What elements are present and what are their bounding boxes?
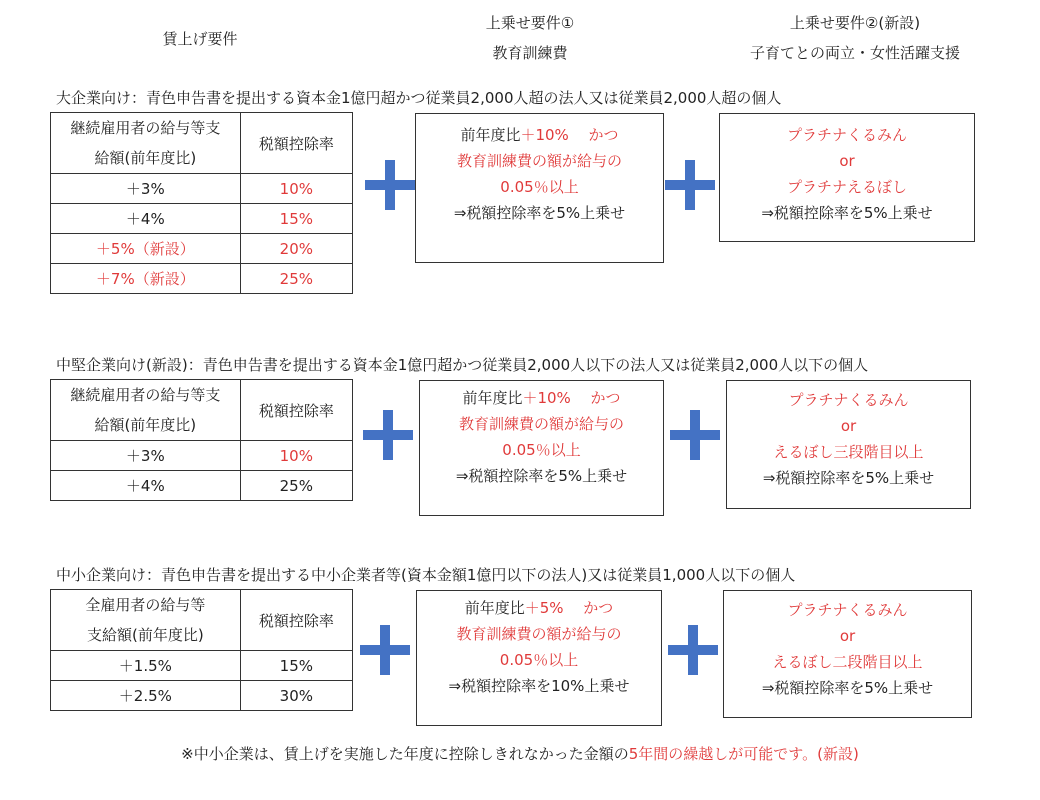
increase-cell: ＋3% xyxy=(51,174,241,204)
table-row xyxy=(51,471,353,501)
table-header-increase: 継続雇用者の給与等支 給額(前年度比) xyxy=(51,113,241,174)
plus-icon xyxy=(665,160,715,210)
box-line: 0.05％以上 xyxy=(502,441,581,459)
plus-icon xyxy=(668,625,718,675)
rate-cell: 30% xyxy=(240,681,352,711)
rate-cell: 10% xyxy=(240,174,352,204)
table-row xyxy=(51,204,353,234)
section-mid-rate-table xyxy=(50,379,353,501)
box-line: 前年度比＋5% かつ xyxy=(464,599,614,617)
box-line: ⇒税額控除率を5%上乗せ xyxy=(762,469,935,487)
table-row xyxy=(51,441,353,471)
table-row xyxy=(51,234,353,264)
section-small-title: 中小企業向け：青色申告書を提出する中小企業者等(資本金額1億円以下の法人)又は従業員1,000人以下の個人 xyxy=(56,566,796,584)
header-add2 xyxy=(720,8,990,68)
header-add1 xyxy=(440,8,620,68)
box-line: 前年度比＋10% かつ xyxy=(462,389,621,407)
box-line: 教育訓練費の額が給与の xyxy=(456,152,622,170)
header-add1-line1: 上乗せ要件① xyxy=(485,14,575,32)
table-header-row xyxy=(51,380,353,441)
box-line: 教育訓練費の額が給与の xyxy=(456,625,622,643)
box-line: or xyxy=(840,417,857,435)
box-line: プラチナくるみん xyxy=(787,601,908,619)
box-line: ⇒税額控除率を5%上乗せ xyxy=(761,204,933,222)
section-mid-childcare-box xyxy=(726,380,971,509)
footer-highlight: 5年間の繰越しが可能です。(新設) xyxy=(628,745,859,763)
section-large-childcare-box xyxy=(719,113,975,242)
header-wage: 賃上げ要件 xyxy=(162,30,238,48)
increase-cell: ＋3% xyxy=(51,441,241,471)
box-line: ⇒税額控除率を10%上乗せ xyxy=(448,677,630,695)
rate-cell: 20% xyxy=(240,234,352,264)
section-mid-title: 中堅企業向け(新設)：青色申告書を提出する資本金1億円超かつ従業員2,000人以下の法人又は従業員2,000人以下の個人 xyxy=(56,356,869,374)
box-line: 前年度比＋10% かつ xyxy=(460,126,619,144)
plus-icon xyxy=(363,410,413,460)
rate-cell: 25% xyxy=(240,471,352,501)
box-line: 0.05％以上 xyxy=(499,651,579,669)
box-line: 0.05％以上 xyxy=(500,178,579,196)
header-add2-line2: 子育てとの両立・女性活躍支援 xyxy=(749,44,960,62)
increase-cell: ＋2.5% xyxy=(51,681,241,711)
box-line: 教育訓練費の額が給与の xyxy=(458,415,624,433)
section-small-education-box xyxy=(416,590,662,726)
box-line: ⇒税額控除率を5%上乗せ xyxy=(455,467,628,485)
table-row xyxy=(51,651,353,681)
rate-cell: 15% xyxy=(240,651,352,681)
increase-cell: ＋4% xyxy=(51,204,241,234)
box-line: プラチナえるぼし xyxy=(786,178,907,196)
box-line: えるぼし三段階目以上 xyxy=(773,443,924,461)
increase-cell: ＋7%（新設） xyxy=(51,264,241,294)
box-line: ⇒税額控除率を5%上乗せ xyxy=(453,204,626,222)
table-header-rate: 税額控除率 xyxy=(240,590,352,651)
table-row xyxy=(51,174,353,204)
rate-cell: 25% xyxy=(240,264,352,294)
box-line: えるぼし二段階目以上 xyxy=(772,653,923,671)
plus-icon xyxy=(365,160,415,210)
table-header-row xyxy=(51,590,353,651)
table-header-row xyxy=(51,113,353,174)
increase-cell: ＋4% xyxy=(51,471,241,501)
plus-icon xyxy=(670,410,720,460)
header-add1-line2: 教育訓練費 xyxy=(492,44,568,62)
box-line: プラチナくるみん xyxy=(786,126,907,144)
table-row xyxy=(51,681,353,711)
table-header-rate: 税額控除率 xyxy=(240,113,352,174)
rate-cell: 15% xyxy=(240,204,352,234)
section-large-title: 大企業向け：青色申告書を提出する資本金1億円超かつ従業員2,000人超の法人又は従業員2,000人超の個人 xyxy=(56,89,782,107)
increase-cell: ＋5%（新設） xyxy=(51,234,241,264)
footer-text: ※中小企業は、賃上げを実施した年度に控除しきれなかった金額の xyxy=(181,745,629,763)
table-row xyxy=(51,264,353,294)
section-large-education-box xyxy=(415,113,664,263)
increase-cell: ＋1.5% xyxy=(51,651,241,681)
table-header-increase: 全雇用者の給与等 支給額(前年度比) xyxy=(51,590,241,651)
table-header-rate: 税額控除率 xyxy=(240,380,352,441)
section-small-rate-table xyxy=(50,589,353,711)
rate-cell: 10% xyxy=(240,441,352,471)
section-small-childcare-box xyxy=(723,590,972,718)
section-mid-education-box xyxy=(419,380,664,516)
box-line: ⇒税額控除率を5%上乗せ xyxy=(761,679,934,697)
box-line: or xyxy=(839,152,855,170)
header-add2-line1: 上乗せ要件②(新設) xyxy=(789,14,921,32)
box-line: or xyxy=(839,627,856,645)
plus-icon xyxy=(360,625,410,675)
box-line: プラチナくるみん xyxy=(788,391,909,409)
table-header-increase: 継続雇用者の給与等支 給額(前年度比) xyxy=(51,380,241,441)
footer-note xyxy=(0,742,1040,766)
section-large-rate-table xyxy=(50,112,353,294)
